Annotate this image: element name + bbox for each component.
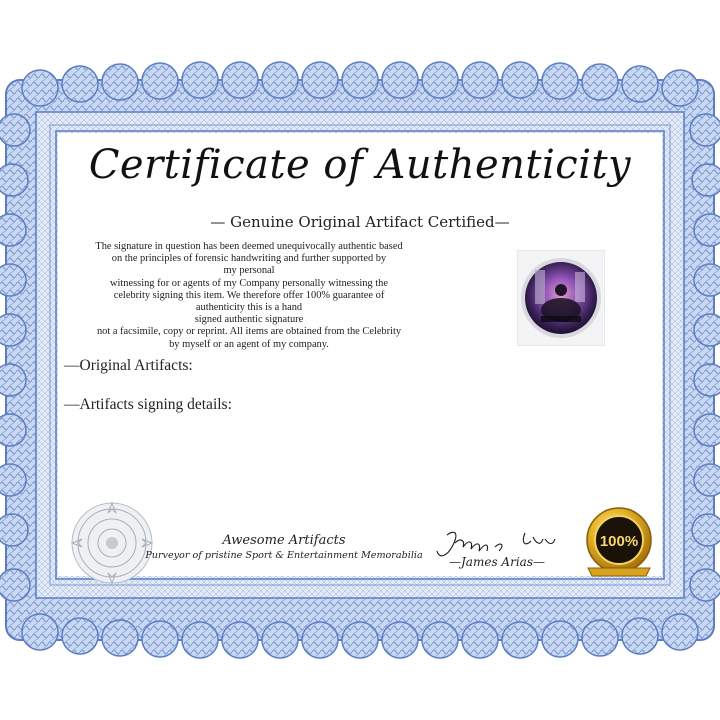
- statement-line: authenticity this is a hand: [195, 302, 303, 314]
- authenticity-statement: [66, 241, 432, 351]
- statement-line: celebrity signing this item. We therefore offer 100% guarantee of: [113, 289, 385, 301]
- statement-line: signed authentic signature: [194, 314, 304, 326]
- signing-details-label: —Artifacts signing details:: [64, 396, 232, 413]
- statement-line: not a facsimile, copy or reprint. All items are obtained from the Celebrity: [96, 326, 402, 338]
- gold-seal-text: 100%: [599, 533, 639, 550]
- certificate-title: Certificate of Authenticity: [88, 142, 632, 188]
- signer-name: —James Arias—: [449, 555, 545, 569]
- gold-guarantee-seal-icon: [578, 502, 660, 584]
- company-tagline: Purveyor of pristine Sport & Entertainment Memorabilia: [145, 550, 423, 561]
- certificate-subtitle: — Genuine Original Artifact Certified—: [210, 213, 510, 231]
- statement-line: on the principles of forensic handwriting and further supported by: [111, 253, 387, 265]
- original-artifacts-label: —Original Artifacts:: [64, 357, 193, 374]
- statement-line: witnessing for or agents of my Company personally witnessing the: [110, 277, 388, 289]
- statement-line: by myself or an agent of my company.: [169, 338, 329, 350]
- statement-line: The signature in question has been deemed unequivocally authentic based: [95, 241, 403, 252]
- company-name: Awesome Artifacts: [222, 533, 346, 548]
- artifact-photo: [517, 250, 605, 346]
- statement-line: my personal: [223, 265, 275, 277]
- company-block: [143, 533, 425, 561]
